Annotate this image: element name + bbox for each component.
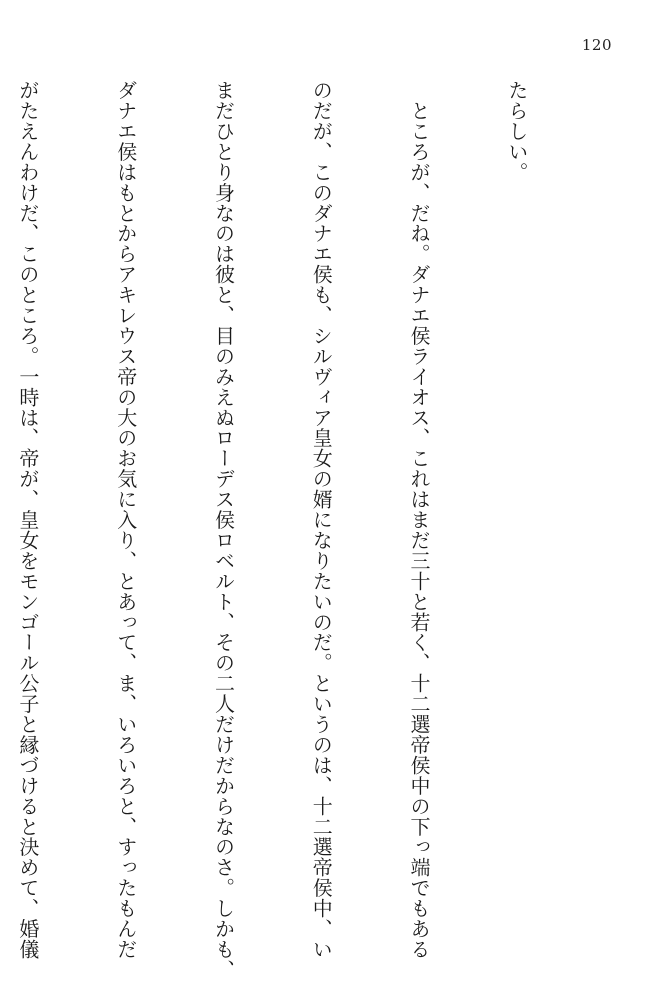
text-line: がたえんわけだ、このところ。一時は、帝が、皇女をモンゴール公子と縁づけると決めて、婚儀 (15, 80, 40, 960)
text-line: まだひとり身なのは彼と、目のみえぬローデス侯ロベルト、その二人だけだからなのさ。しかも、 (211, 80, 236, 980)
text-line: ところが、だね。ダナエ侯ライオス、これはまだ三十と若く、十二選帝侯中の下っ端でもある (407, 80, 432, 960)
text-line: のだが、このダナエ侯も、シルヴィア皇女の婿になりたいのだ。というのは、十二選帝侯中、い (309, 80, 334, 960)
text-line: ダナエ侯はもとからアキレウス帝の大のお気に入り、とあって、ま、いろいろと、すったもんだ (113, 80, 138, 960)
body-text (0, 80, 598, 980)
text-line: たらしい。 (504, 80, 529, 183)
page-number: 120 (581, 36, 612, 54)
